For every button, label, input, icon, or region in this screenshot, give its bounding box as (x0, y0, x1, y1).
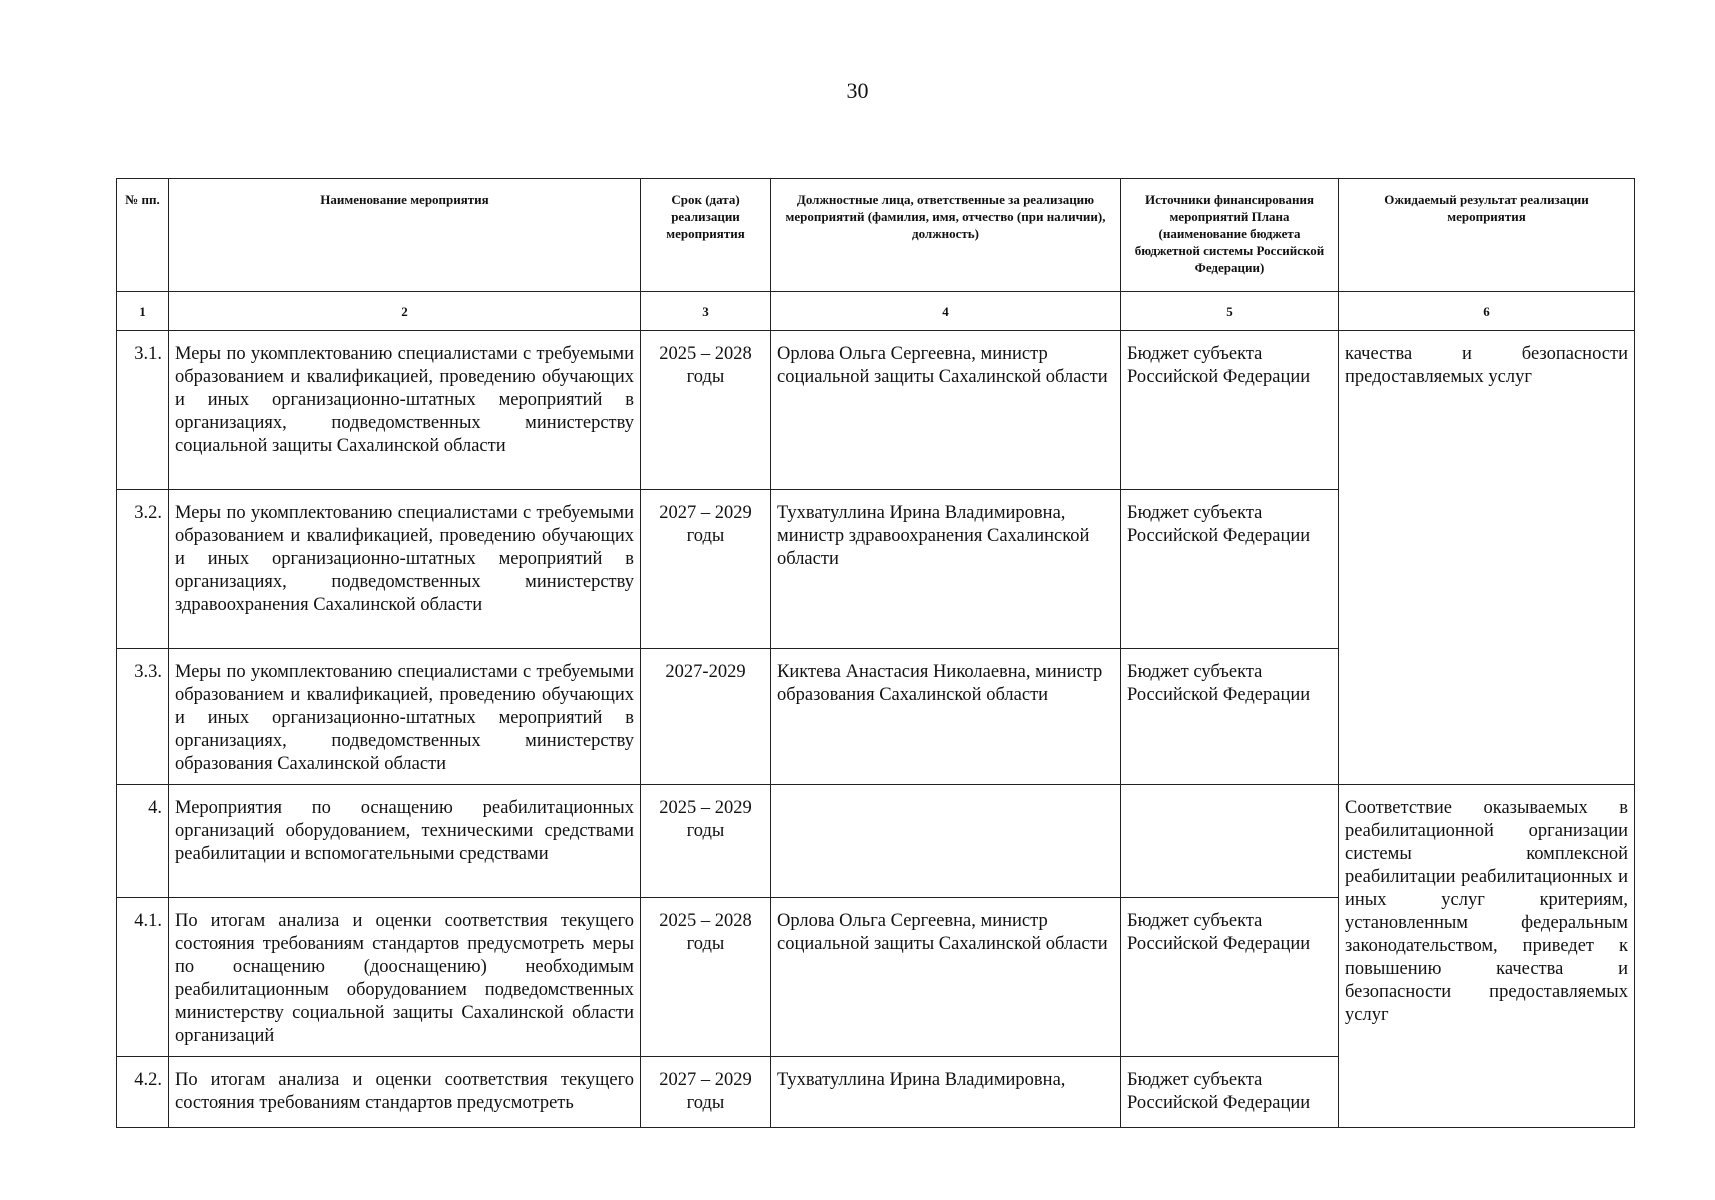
header-number: № пп. (117, 179, 169, 292)
column-number-row (117, 292, 1635, 331)
measure-name: По итогам анализа и оценки соответствия текущего состояния требованиям стандартов предусмотреть (169, 1057, 641, 1128)
responsible-person: Тухватуллина Ирина Владимировна, (771, 1057, 1121, 1128)
measure-term: 2027-2029 (641, 649, 771, 785)
funding-source: Бюджет субъекта Российской Федерации (1121, 649, 1339, 785)
expected-result: качества и безопасности предоставляемых услуг (1339, 331, 1635, 785)
expected-result: Соответствие оказываемых в реабилитационной организации системы комплексной реабилитации реабилитационных и иных услуг критериям, установленным федеральным законодательством, приведет к повышению качества и безопасности предоставляемых услуг (1339, 785, 1635, 1128)
row-number: 3.1. (117, 331, 169, 490)
column-number: 5 (1121, 292, 1339, 331)
funding-source: Бюджет субъекта Российской Федерации (1121, 331, 1339, 490)
row-number: 4. (117, 785, 169, 898)
measure-term: 2025 – 2028 годы (641, 331, 771, 490)
action-plan-table (116, 178, 1635, 1128)
responsible-person: Орлова Ольга Сергеевна, министр социальной защиты Сахалинской области (771, 331, 1121, 490)
row-number: 3.3. (117, 649, 169, 785)
measure-term: 2025 – 2029 годы (641, 785, 771, 898)
responsible-person (771, 785, 1121, 898)
row-number: 3.2. (117, 490, 169, 649)
header-responsible: Должностные лица, ответственные за реализацию мероприятий (фамилия, имя, отчество (при наличии), должность) (771, 179, 1121, 292)
measure-term: 2025 – 2028 годы (641, 898, 771, 1057)
funding-source: Бюджет субъекта Российской Федерации (1121, 1057, 1339, 1128)
measure-name: По итогам анализа и оценки соответствия текущего состояния требованиям стандартов предусмотреть меры по оснащению (дооснащению) необходимым реабилитационным оборудованием подведомственных министерству социальной защиты Сахалинской области организаций (169, 898, 641, 1057)
funding-source: Бюджет субъекта Российской Федерации (1121, 490, 1339, 649)
funding-source: Бюджет субъекта Российской Федерации (1121, 898, 1339, 1057)
table-header-row (117, 179, 1635, 292)
header-name: Наименование мероприятия (169, 179, 641, 292)
header-funding: Источники финансирования мероприятий Плана (наименование бюджета бюджетной системы Российской Федерации) (1121, 179, 1339, 292)
header-term: Срок (дата) реализации мероприятия (641, 179, 771, 292)
table-row (117, 785, 1635, 898)
responsible-person: Орлова Ольга Сергеевна, министр социальной защиты Сахалинской области (771, 898, 1121, 1057)
measure-name: Меры по укомплектованию специалистами с требуемыми образованием и квалификацией, проведению обучающих и иных организационно-штатных мероприятий в организациях, подведомственных министерству образования Сахалинской области (169, 649, 641, 785)
row-number: 4.2. (117, 1057, 169, 1128)
column-number: 2 (169, 292, 641, 331)
responsible-person: Тухватуллина Ирина Владимировна, министр здравоохранения Сахалинской области (771, 490, 1121, 649)
header-result: Ожидаемый результат реализации мероприятия (1339, 179, 1635, 292)
measure-name: Меры по укомплектованию специалистами с требуемыми образованием и квалификацией, проведению обучающих и иных организационно-штатных мероприятий в организациях, подведомственных министерству социальной защиты Сахалинской области (169, 331, 641, 490)
table-row (117, 331, 1635, 490)
measure-term: 2027 – 2029 годы (641, 1057, 771, 1128)
funding-source (1121, 785, 1339, 898)
row-number: 4.1. (117, 898, 169, 1057)
column-number: 1 (117, 292, 169, 331)
column-number: 4 (771, 292, 1121, 331)
page-number: 30 (846, 78, 869, 103)
measure-name: Меры по укомплектованию специалистами с требуемыми образованием и квалификацией, проведению обучающих и иных организационно-штатных мероприятий в организациях, подведомственных министерству здравоохранения Сахалинской области (169, 490, 641, 649)
measure-term: 2027 – 2029 годы (641, 490, 771, 649)
measure-name: Мероприятия по оснащению реабилитационных организаций оборудованием, техническими средствами реабилитации и вспомогательными средствами (169, 785, 641, 898)
column-number: 6 (1339, 292, 1635, 331)
responsible-person: Киктева Анастасия Николаевна, министр образования Сахалинской области (771, 649, 1121, 785)
column-number: 3 (641, 292, 771, 331)
